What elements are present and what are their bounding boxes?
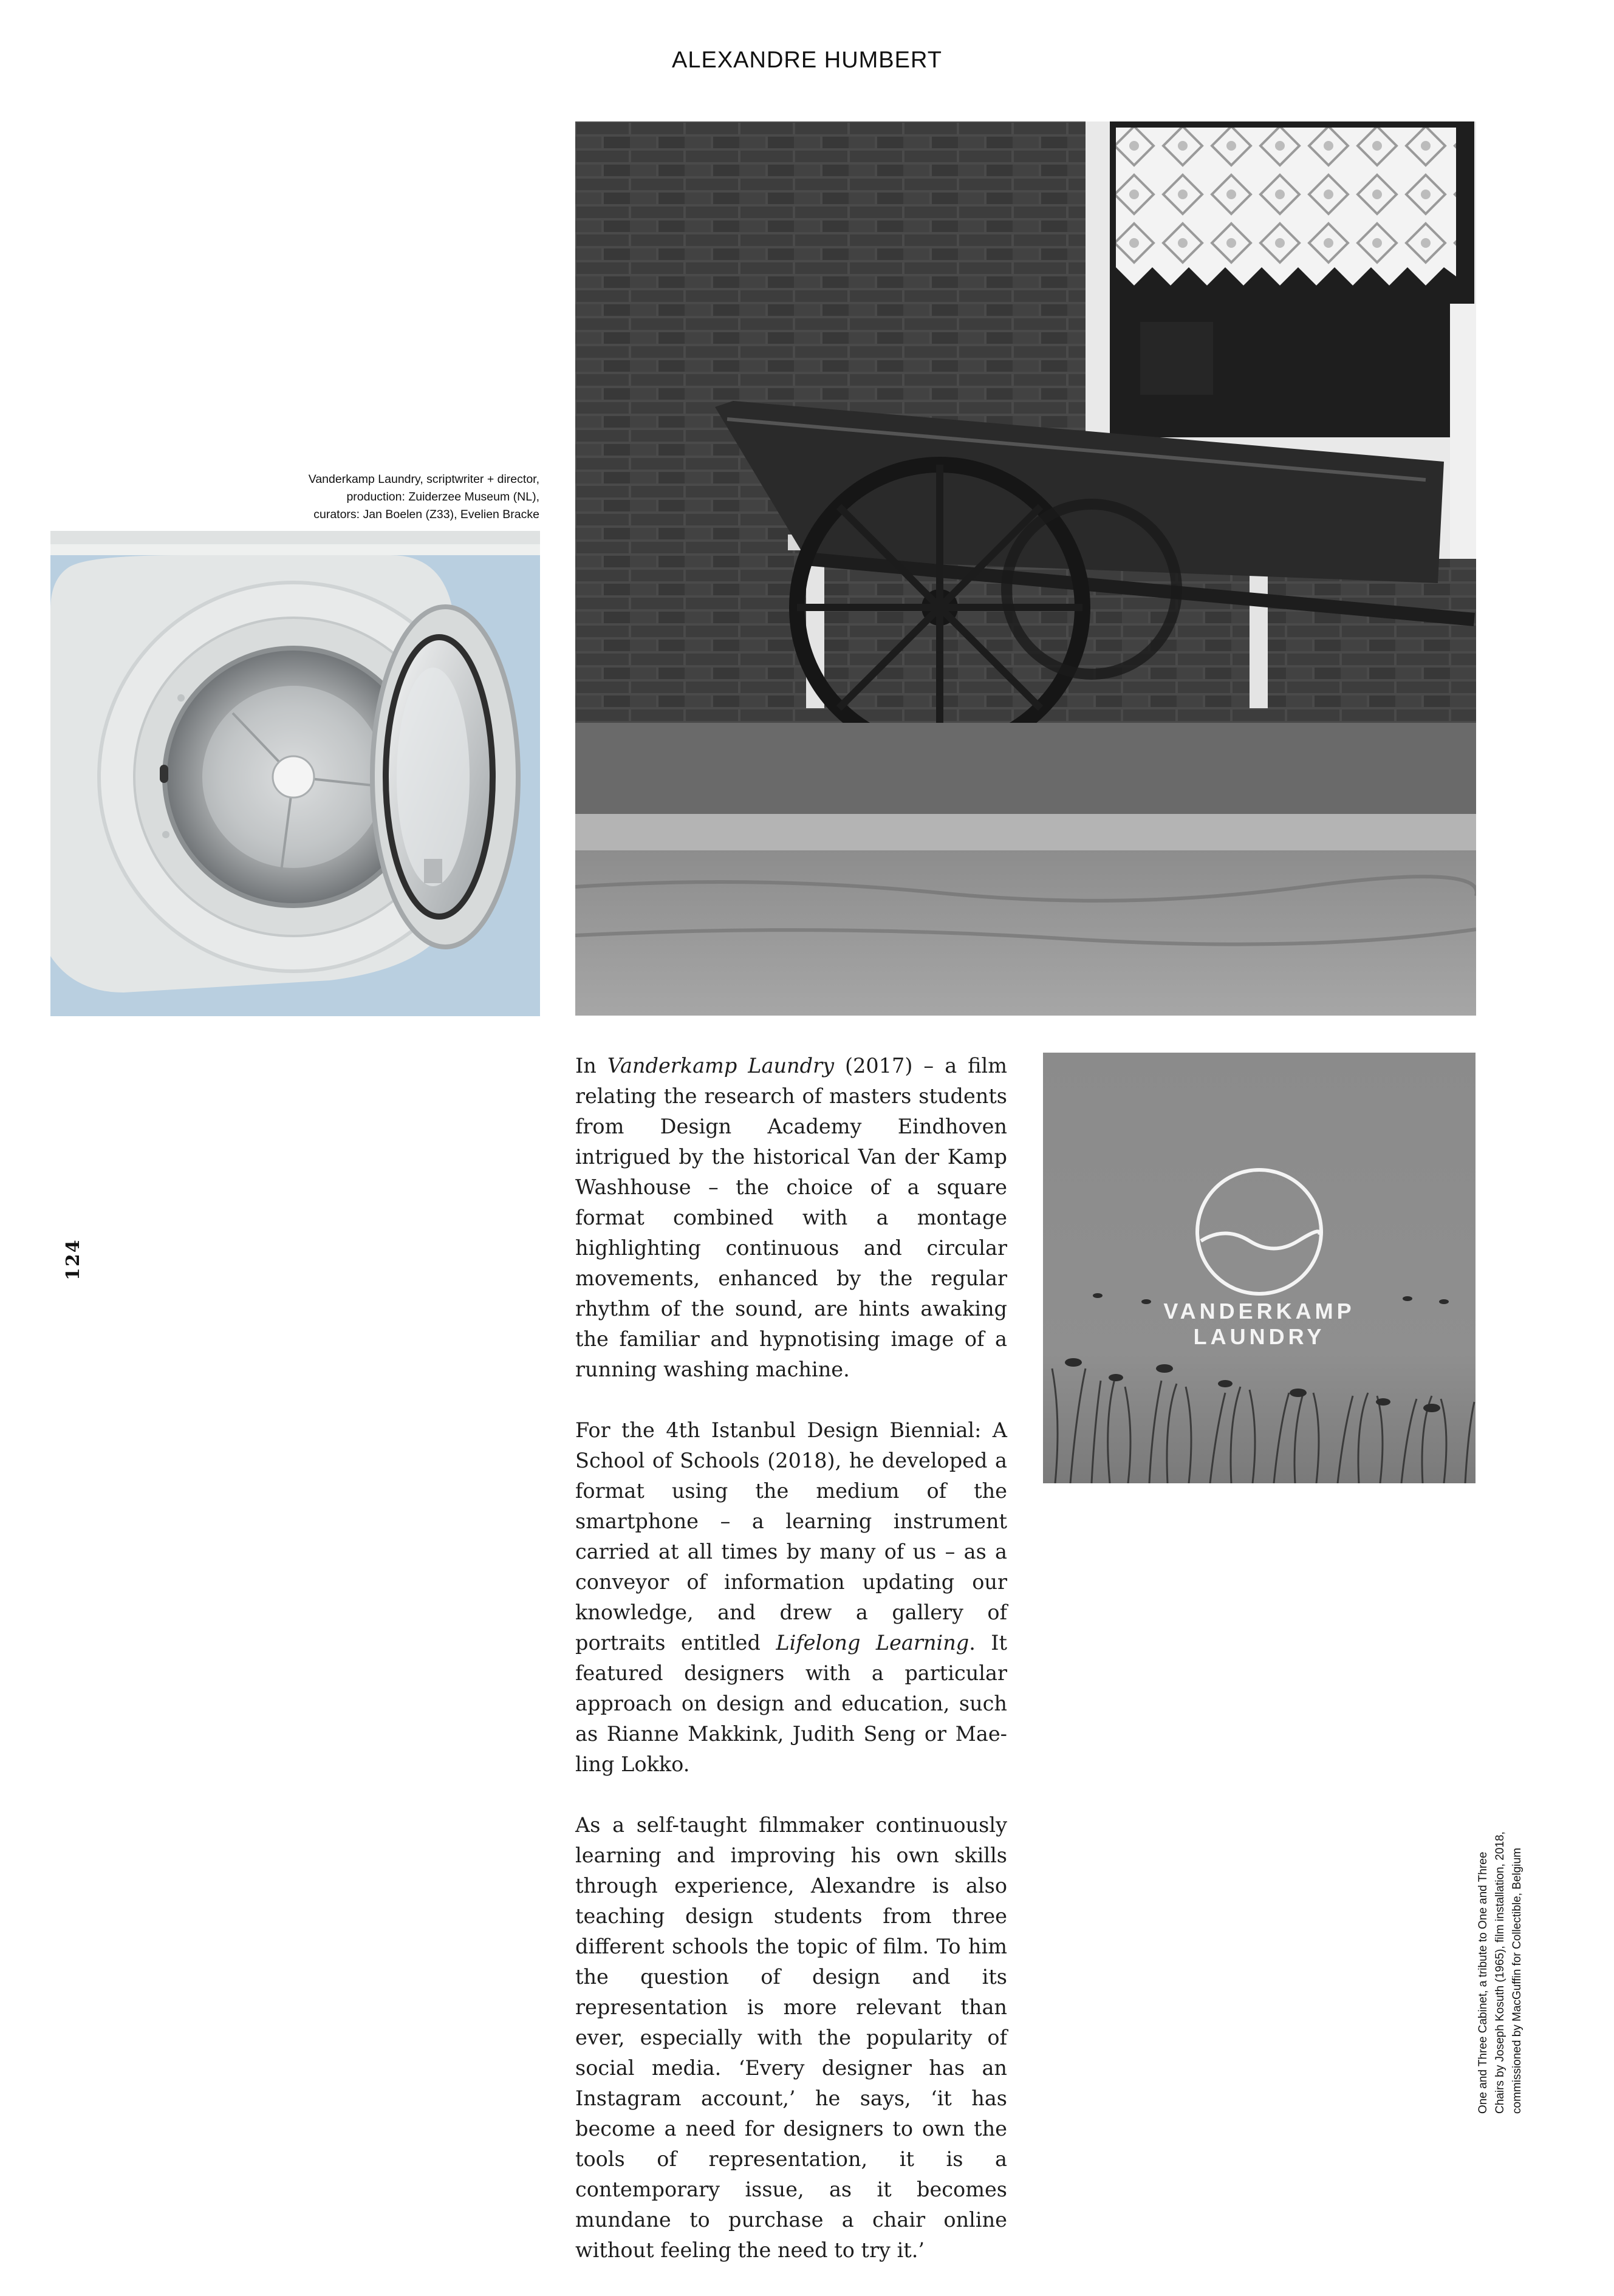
logo-line-2: LAUNDRY (1193, 1324, 1325, 1349)
gallery-title: Lifelong Learning (776, 1631, 969, 1655)
vanderkamp-laundry-logo-still (1043, 1053, 1476, 1483)
caption-line: commissioned by MacGuffin for Collectible, Belgium (1511, 1848, 1523, 2114)
running-header: ALEXANDRE HUMBERT (672, 47, 942, 73)
article-body (575, 1051, 1007, 2296)
film-title: Vanderkamp Laundry (607, 1054, 835, 1078)
logo-line-1: VANDERKAMP (1163, 1299, 1355, 1324)
caption-line: One and Three Cabinet, a tribute to One and Three (1477, 1851, 1489, 2114)
caption-line: Vanderkamp Laundry, scriptwriter + director, (308, 473, 539, 486)
washing-machine-photo (50, 531, 540, 1016)
caption-line: Chairs by Joseph Kosuth (1965), film installation, 2018, (1494, 1831, 1506, 2114)
page-number: 124 (63, 1239, 84, 1280)
caption-vanderkamp-laundry (49, 471, 539, 524)
paragraph-3: As a self-taught filmmaker continuously learning and improving his own skills through experience, Alexandre is also teaching design students from three different schools the topic of film. To him the question of design and its representation is more relevant than ever, especially with the popularity of social media. ‘Every designer has an Instagram account,’ he says, ‘it has become a need for designers to own the tools of representation, it is a contemporary issue, as it becomes mundane to purchase a chair online without feeling the need to try it.’ (575, 1813, 1007, 2262)
handcart-street-photo (575, 121, 1476, 1016)
paragraph-1: In Vanderkamp Laundry (2017) – a film relating the research of masters students from Design Academy Eindhoven intrigued by the historical Van der Kamp Washhouse – the choice of a square format combined with a montage highlighting continuous and circular movements, enhanced by the regular rhythm of the sound, are hints awaking the familiar and hypnotising image of a running washing machine. (575, 1054, 1007, 1381)
paragraph-2: For the 4th Istanbul Design Biennial: A School of Schools (2018), he developed a format using the medium of the smartphone – a learning instrument carried at all times by many of us – as a conveyor of information updating our knowledge, and drew a gallery of portraits entitled Lifelong Learning. It featured designers with a particular approach on design and education, such as Rianne Makkink, Judith Seng or Mae-ling Lokko. (575, 1418, 1007, 1776)
caption-line: curators: Jan Boelen (Z33), Evelien Bracke (313, 508, 539, 521)
caption-one-and-three-cabinet (1475, 1798, 1526, 2114)
caption-line: production: Zuiderzee Museum (NL), (346, 490, 539, 504)
